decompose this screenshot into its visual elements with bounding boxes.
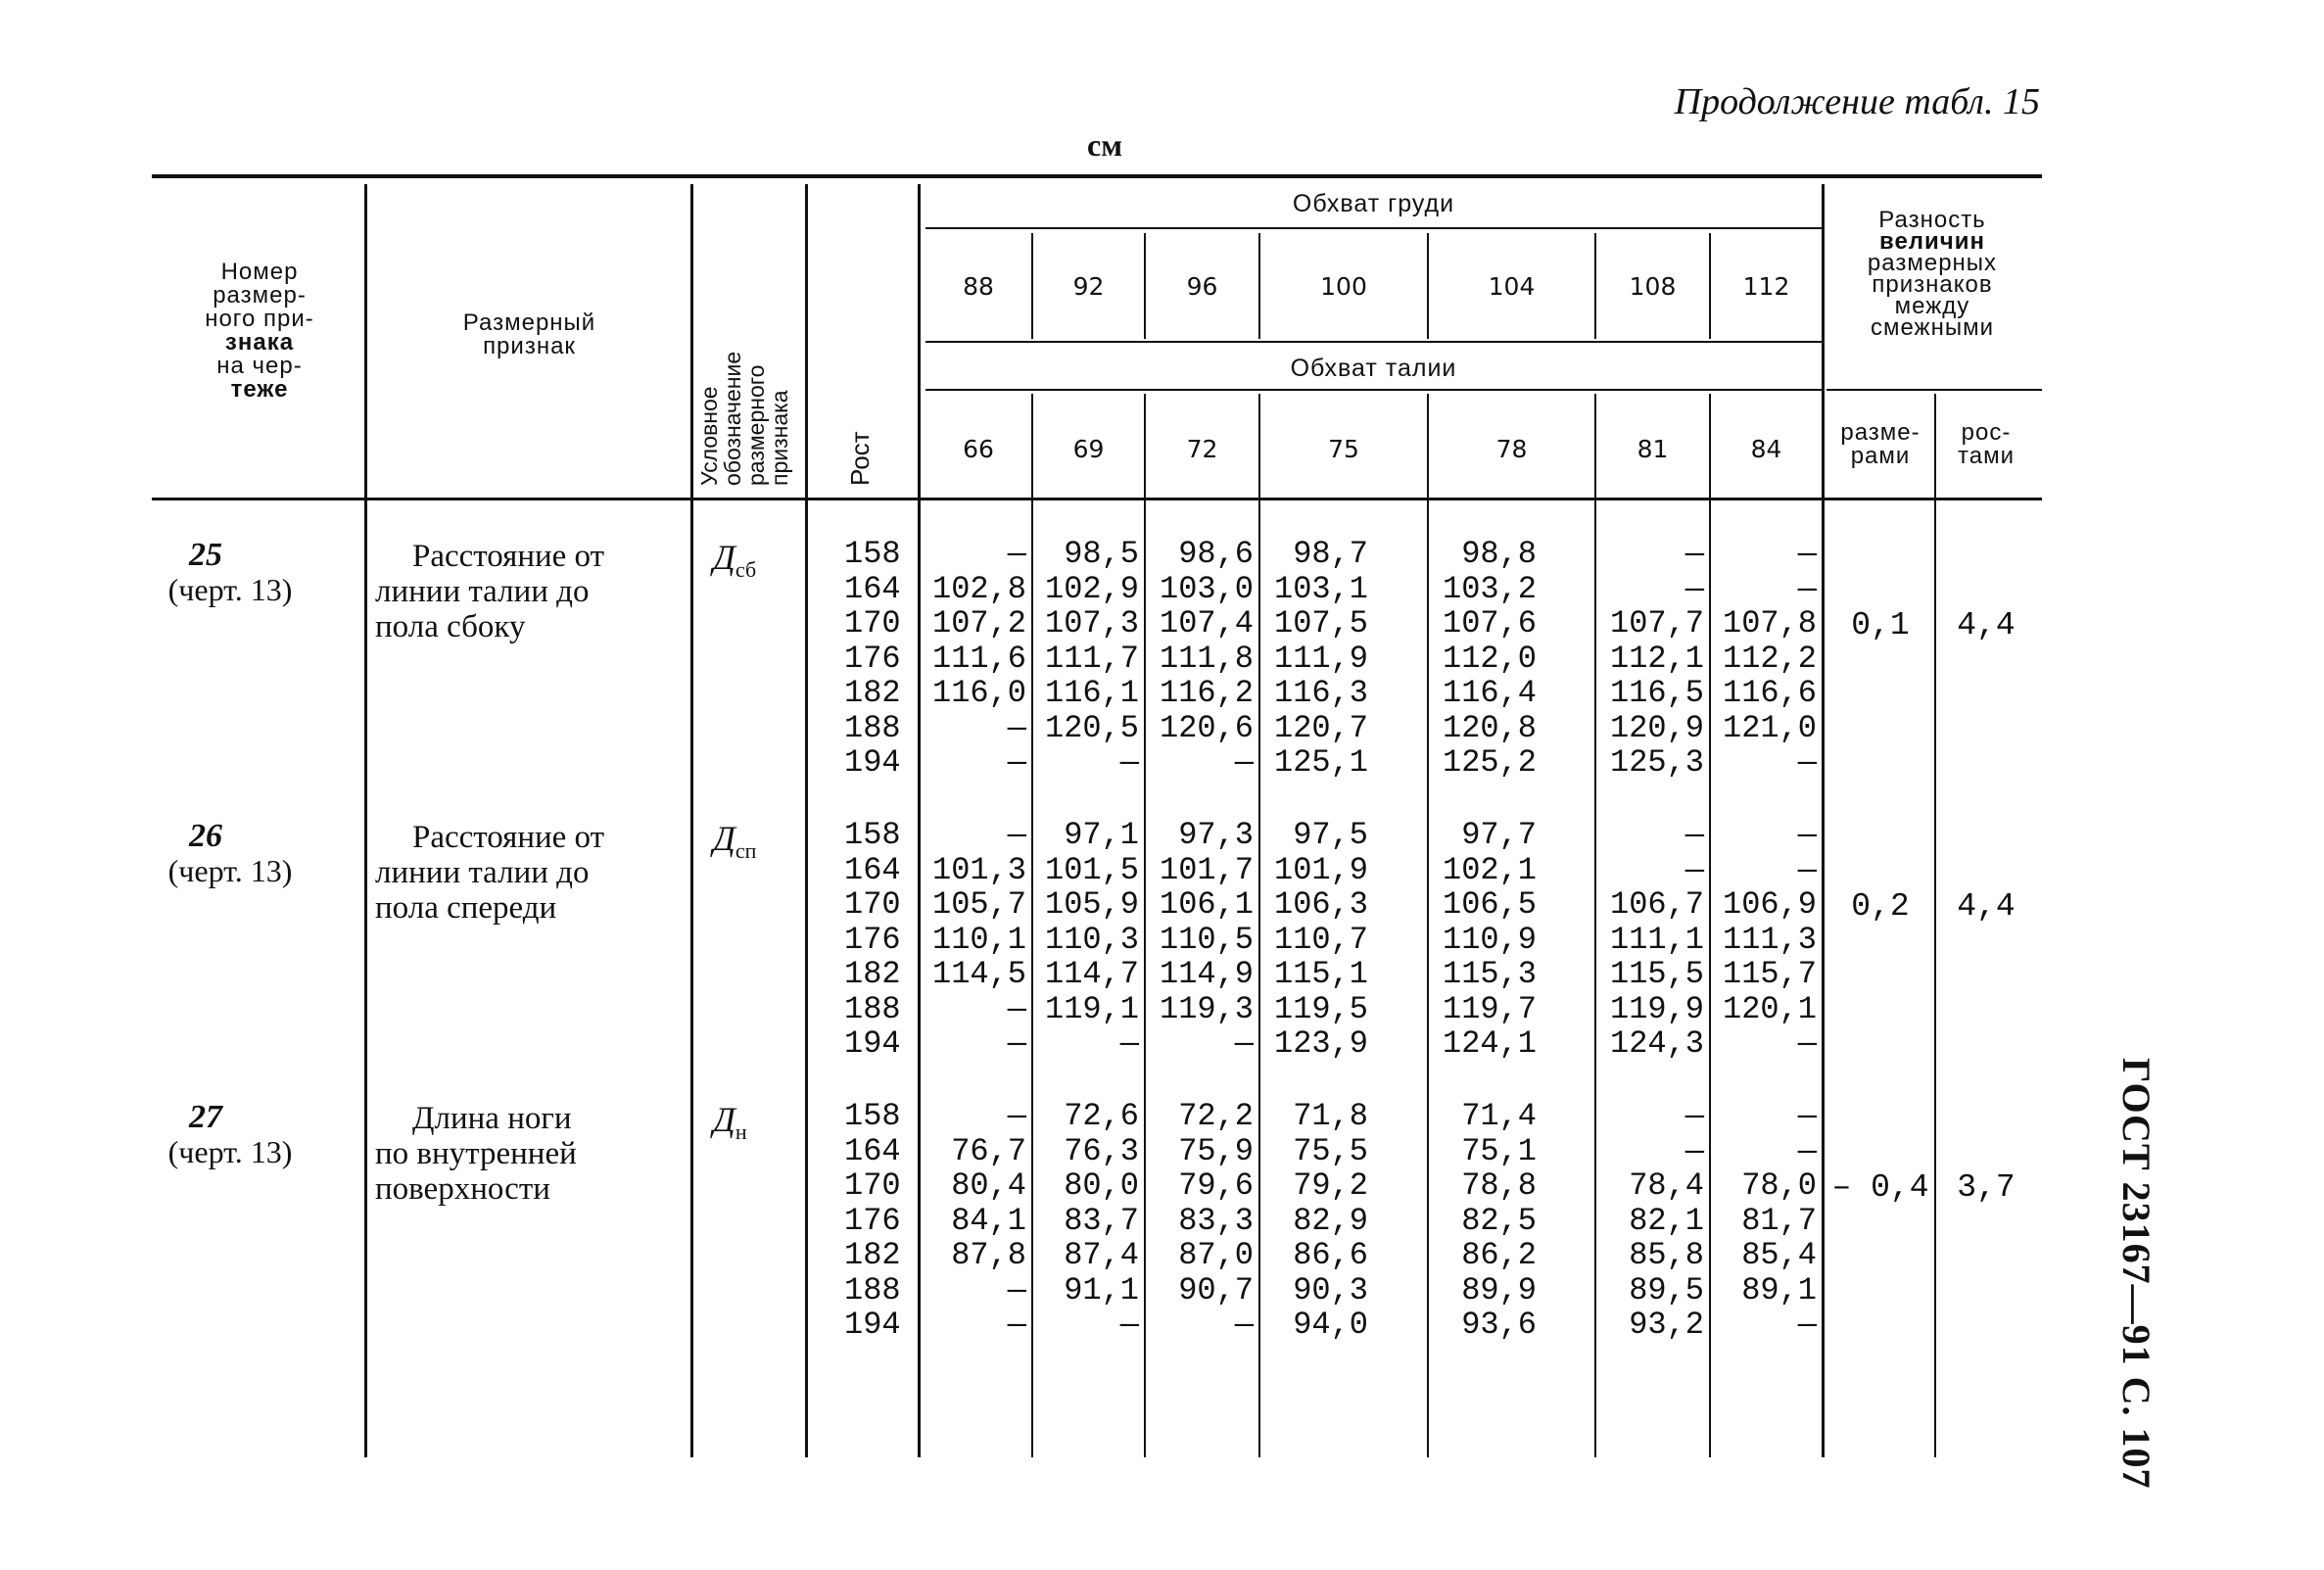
header-diff: Разность величин размерных признаков между смежными	[1867, 207, 1998, 341]
header-height: Рост	[845, 431, 875, 486]
value-cell: 80,4	[951, 1167, 1026, 1204]
value-cell: 120,7	[1273, 709, 1368, 746]
height-column	[844, 1098, 901, 1343]
value-cell: 111,1	[1609, 921, 1704, 958]
row-drawing-ref: (черт. 13)	[167, 572, 293, 607]
value-cell: 82,5	[1461, 1202, 1537, 1239]
value-column	[1260, 1099, 1368, 1343]
value-cell: 71,8	[1293, 1098, 1368, 1134]
height-cell: 194	[844, 1025, 901, 1062]
diff-heights-value: 3,7	[1957, 1169, 2016, 1206]
value-cell: 112,2	[1722, 640, 1817, 677]
value-cell: —	[1007, 1271, 1026, 1308]
value-cell: 125,3	[1609, 744, 1704, 781]
value-column	[1429, 1099, 1537, 1343]
height-cell: 176	[844, 1202, 901, 1239]
waist-69: 69	[1072, 435, 1105, 463]
row-symbol: $Д_{сп}$	[713, 819, 757, 864]
value-cell: 111,7	[1044, 640, 1139, 677]
height-cell: 194	[844, 1307, 901, 1343]
value-cell: 125,1	[1273, 744, 1368, 781]
value-cell: 116,0	[931, 675, 1026, 711]
value-cell: 102,8	[931, 570, 1026, 607]
value-cell: 71,4	[1461, 1098, 1537, 1134]
value-column	[1033, 1099, 1139, 1343]
row-number: 25	[189, 537, 222, 573]
value-cell: 75,5	[1293, 1132, 1368, 1169]
value-cell: 78,8	[1461, 1167, 1537, 1204]
height-cell: 182	[844, 1237, 901, 1273]
row-drawing-ref: (черт. 13)	[167, 1134, 293, 1169]
value-cell: —	[1234, 1025, 1254, 1062]
value-cell: 106,5	[1442, 886, 1537, 923]
unit-label: см	[1087, 127, 1122, 163]
waist-78: 78	[1495, 435, 1528, 463]
value-cell: 85,4	[1741, 1237, 1817, 1273]
value-cell: 103,1	[1273, 570, 1368, 607]
value-cell: 72,2	[1178, 1098, 1254, 1134]
value-cell: —	[1007, 1098, 1026, 1134]
value-cell: 78,0	[1741, 1167, 1817, 1204]
value-column	[925, 818, 1026, 1062]
value-cell: 82,9	[1293, 1202, 1368, 1239]
value-cell: —	[1797, 817, 1817, 853]
value-column	[1033, 818, 1139, 1062]
height-cell: 182	[844, 675, 901, 711]
value-cell: 120,6	[1159, 709, 1254, 746]
waist-75: 75	[1328, 435, 1359, 463]
value-cell: 106,9	[1722, 886, 1817, 923]
value-cell: —	[1797, 744, 1817, 781]
value-column	[1260, 537, 1368, 781]
value-cell: —	[1797, 851, 1817, 888]
value-cell: —	[1234, 744, 1254, 781]
value-cell: —	[1007, 709, 1026, 746]
value-cell: 101,5	[1044, 851, 1139, 888]
value-cell: 86,6	[1293, 1237, 1368, 1273]
value-cell: 116,3	[1273, 675, 1368, 711]
value-cell: 114,5	[931, 956, 1026, 992]
value-cell: —	[1684, 570, 1704, 607]
value-cell: —	[1119, 1025, 1139, 1062]
value-cell: 110,3	[1044, 921, 1139, 958]
row-symbol: $Д_{сб}$	[713, 538, 757, 583]
value-cell: 89,9	[1461, 1271, 1537, 1308]
header-waist: Обхват талии	[1290, 355, 1457, 382]
value-cell: 120,1	[1722, 990, 1817, 1027]
row-symbol: $Д_н$	[713, 1100, 747, 1145]
value-cell: —	[1797, 1025, 1817, 1062]
header-diff-heights: рос- тами	[1958, 419, 2015, 469]
value-cell: 87,4	[1064, 1237, 1139, 1273]
value-cell: 97,3	[1178, 817, 1254, 853]
height-cell: 188	[844, 709, 901, 746]
value-cell: 98,6	[1178, 536, 1254, 572]
height-column	[844, 536, 901, 781]
value-cell: 75,9	[1178, 1132, 1254, 1169]
value-cell: 106,7	[1609, 886, 1704, 923]
value-cell: 107,3	[1044, 605, 1139, 642]
header-diff-sizes: разме- рами	[1840, 419, 1921, 469]
value-cell: 76,7	[951, 1132, 1026, 1169]
diff-sizes-value: 0,1	[1851, 607, 1910, 643]
chest-112: 112	[1742, 272, 1790, 301]
value-cell: 79,6	[1178, 1167, 1254, 1204]
value-cell: 121,0	[1722, 709, 1817, 746]
value-cell: 120,9	[1609, 709, 1704, 746]
value-cell: 107,2	[931, 605, 1026, 642]
value-cell: 110,7	[1273, 921, 1368, 958]
page-title: Продолжение табл. 15	[1674, 81, 2040, 122]
value-column	[1711, 537, 1817, 781]
chest-92: 92	[1072, 272, 1105, 301]
diff-heights-value: 4,4	[1957, 607, 2016, 643]
height-cell: 188	[844, 990, 901, 1027]
height-cell: 188	[844, 1271, 901, 1308]
header-chest: Обхват груди	[1292, 190, 1455, 217]
value-cell: 116,4	[1442, 675, 1537, 711]
value-cell: 89,5	[1629, 1271, 1704, 1308]
chest-100: 100	[1320, 272, 1367, 301]
value-cell: 111,9	[1273, 640, 1368, 677]
height-cell: 176	[844, 921, 901, 958]
height-cell: 182	[844, 956, 901, 992]
value-cell: 89,1	[1741, 1271, 1817, 1308]
value-cell: —	[1797, 1098, 1817, 1134]
value-cell: 114,7	[1044, 956, 1139, 992]
value-cell: —	[1007, 1307, 1026, 1343]
value-cell: 115,5	[1609, 956, 1704, 992]
value-cell: 124,3	[1609, 1025, 1704, 1062]
row-feature: Длина ноги по внутренней поверхности	[375, 1101, 577, 1207]
diff-heights-value: 4,4	[1957, 888, 2016, 925]
value-cell: 119,7	[1442, 990, 1537, 1027]
value-cell: 93,2	[1629, 1307, 1704, 1343]
value-column	[1033, 537, 1139, 781]
row-feature: Расстояние от линии талии до пола спереди	[375, 820, 605, 926]
value-cell: 112,0	[1442, 640, 1537, 677]
value-cell: 111,6	[931, 640, 1026, 677]
value-cell: 98,7	[1293, 536, 1368, 572]
value-cell: 107,6	[1442, 605, 1537, 642]
value-column	[1596, 1099, 1704, 1343]
value-cell: 105,9	[1044, 886, 1139, 923]
value-cell: 81,7	[1741, 1202, 1817, 1239]
value-column	[1711, 818, 1817, 1062]
value-cell: —	[1684, 817, 1704, 853]
value-cell: —	[1119, 1307, 1139, 1343]
value-column	[1260, 818, 1368, 1062]
waist-66: 66	[963, 435, 994, 463]
value-column	[1146, 1099, 1254, 1343]
value-column	[1429, 537, 1537, 781]
height-cell: 194	[844, 744, 901, 781]
value-cell: —	[1797, 570, 1817, 607]
value-cell: 107,7	[1609, 605, 1704, 642]
height-cell: 164	[844, 570, 901, 607]
value-cell: 87,0	[1178, 1237, 1254, 1273]
value-column	[1146, 818, 1254, 1062]
height-cell: 158	[844, 536, 901, 572]
value-cell: 114,9	[1159, 956, 1254, 992]
side-caption: ГОСТ 23167—91 С. 107	[2114, 1058, 2158, 1490]
value-cell: 106,1	[1159, 886, 1254, 923]
height-cell: 170	[844, 886, 901, 923]
value-cell: 72,6	[1064, 1098, 1139, 1134]
value-cell: 119,1	[1044, 990, 1139, 1027]
value-cell: 102,9	[1044, 570, 1139, 607]
value-column	[925, 537, 1026, 781]
value-cell: 105,7	[931, 886, 1026, 923]
row-number: 27	[189, 1099, 222, 1135]
value-cell: 90,3	[1293, 1271, 1368, 1308]
value-cell: 111,3	[1722, 921, 1817, 958]
height-cell: 158	[844, 817, 901, 853]
value-column	[1429, 818, 1537, 1062]
value-cell: 87,8	[951, 1237, 1026, 1273]
value-cell: 123,9	[1273, 1025, 1368, 1062]
header-number: Номер размер- ного при- знака на чер- теже	[205, 259, 314, 403]
waist-84: 84	[1750, 435, 1782, 463]
value-cell: 120,8	[1442, 709, 1537, 746]
value-cell: 98,5	[1064, 536, 1139, 572]
value-cell: —	[1797, 1307, 1817, 1343]
value-cell: 103,2	[1442, 570, 1537, 607]
value-cell: 112,1	[1609, 640, 1704, 677]
value-cell: 106,3	[1273, 886, 1368, 923]
value-cell: 98,8	[1461, 536, 1537, 572]
value-cell: 76,3	[1064, 1132, 1139, 1169]
value-cell: 107,5	[1273, 605, 1368, 642]
value-cell: 110,1	[931, 921, 1026, 958]
value-cell: 90,7	[1178, 1271, 1254, 1308]
value-cell: 86,2	[1461, 1237, 1537, 1273]
value-cell: 107,8	[1722, 605, 1817, 642]
value-cell: 79,2	[1293, 1167, 1368, 1204]
value-cell: —	[1234, 1307, 1254, 1343]
value-cell: —	[1007, 744, 1026, 781]
value-cell: —	[1007, 817, 1026, 853]
height-cell: 176	[844, 640, 901, 677]
value-cell: 97,1	[1064, 817, 1139, 853]
value-cell: 75,1	[1461, 1132, 1537, 1169]
value-cell: 115,7	[1722, 956, 1817, 992]
value-cell: 111,8	[1159, 640, 1254, 677]
value-cell: —	[1684, 1098, 1704, 1134]
value-cell: —	[1684, 851, 1704, 888]
value-cell: 124,1	[1442, 1025, 1537, 1062]
value-cell: 107,4	[1159, 605, 1254, 642]
chest-88: 88	[963, 272, 994, 301]
value-cell: 101,9	[1273, 851, 1368, 888]
row-feature: Расстояние от линии талии до пола сбоку	[375, 539, 605, 644]
value-column	[925, 1099, 1026, 1343]
value-cell: 115,1	[1273, 956, 1368, 992]
value-cell: —	[1684, 536, 1704, 572]
value-cell: 101,3	[931, 851, 1026, 888]
value-cell: 97,7	[1461, 817, 1537, 853]
chest-96: 96	[1186, 272, 1218, 301]
chest-108: 108	[1629, 272, 1677, 301]
chest-104: 104	[1488, 272, 1536, 301]
value-cell: 110,9	[1442, 921, 1537, 958]
value-cell: 125,2	[1442, 744, 1537, 781]
value-cell: 82,1	[1629, 1202, 1704, 1239]
height-cell: 170	[844, 1167, 901, 1204]
row-number: 26	[189, 818, 222, 854]
value-cell: —	[1007, 990, 1026, 1027]
value-cell: 84,1	[951, 1202, 1026, 1239]
value-cell: 119,3	[1159, 990, 1254, 1027]
value-cell: —	[1007, 536, 1026, 572]
value-cell: —	[1797, 536, 1817, 572]
row-drawing-ref: (черт. 13)	[167, 853, 293, 888]
height-cell: 158	[844, 1098, 901, 1134]
value-column	[1596, 537, 1704, 781]
value-cell: 119,9	[1609, 990, 1704, 1027]
value-cell: 116,6	[1722, 675, 1817, 711]
value-cell: 103,0	[1159, 570, 1254, 607]
value-column	[1711, 1099, 1817, 1343]
diff-sizes-value: – 0,4	[1831, 1169, 1929, 1206]
value-cell: 116,1	[1044, 675, 1139, 711]
height-column	[844, 817, 901, 1062]
value-cell: 115,3	[1442, 956, 1537, 992]
value-cell: 102,1	[1442, 851, 1537, 888]
value-column	[1596, 818, 1704, 1062]
value-cell: —	[1007, 1025, 1026, 1062]
height-cell: 164	[844, 851, 901, 888]
value-cell: 110,5	[1159, 921, 1254, 958]
value-cell: 91,1	[1064, 1271, 1139, 1308]
header-symbol: Условное обозначение размерного признака	[696, 351, 792, 486]
value-cell: 93,6	[1461, 1307, 1537, 1343]
header-feature: Размерный признак	[462, 309, 596, 359]
value-cell: 83,3	[1178, 1202, 1254, 1239]
value-cell: 119,5	[1273, 990, 1368, 1027]
value-cell: —	[1797, 1132, 1817, 1169]
value-cell: 116,5	[1609, 675, 1704, 711]
value-cell: —	[1119, 744, 1139, 781]
value-cell: 80,0	[1064, 1167, 1139, 1204]
height-cell: 164	[844, 1132, 901, 1169]
value-column	[1146, 537, 1254, 781]
height-cell: 170	[844, 605, 901, 642]
value-cell: 97,5	[1293, 817, 1368, 853]
waist-81: 81	[1636, 435, 1669, 463]
value-cell: 83,7	[1064, 1202, 1139, 1239]
value-cell: 101,7	[1159, 851, 1254, 888]
value-cell: —	[1684, 1132, 1704, 1169]
value-cell: 116,2	[1159, 675, 1254, 711]
value-cell: 94,0	[1293, 1307, 1368, 1343]
waist-72: 72	[1186, 435, 1218, 463]
value-cell: 120,5	[1044, 709, 1139, 746]
diff-sizes-value: 0,2	[1851, 888, 1910, 925]
value-cell: 85,8	[1629, 1237, 1704, 1273]
value-cell: 78,4	[1629, 1167, 1704, 1204]
